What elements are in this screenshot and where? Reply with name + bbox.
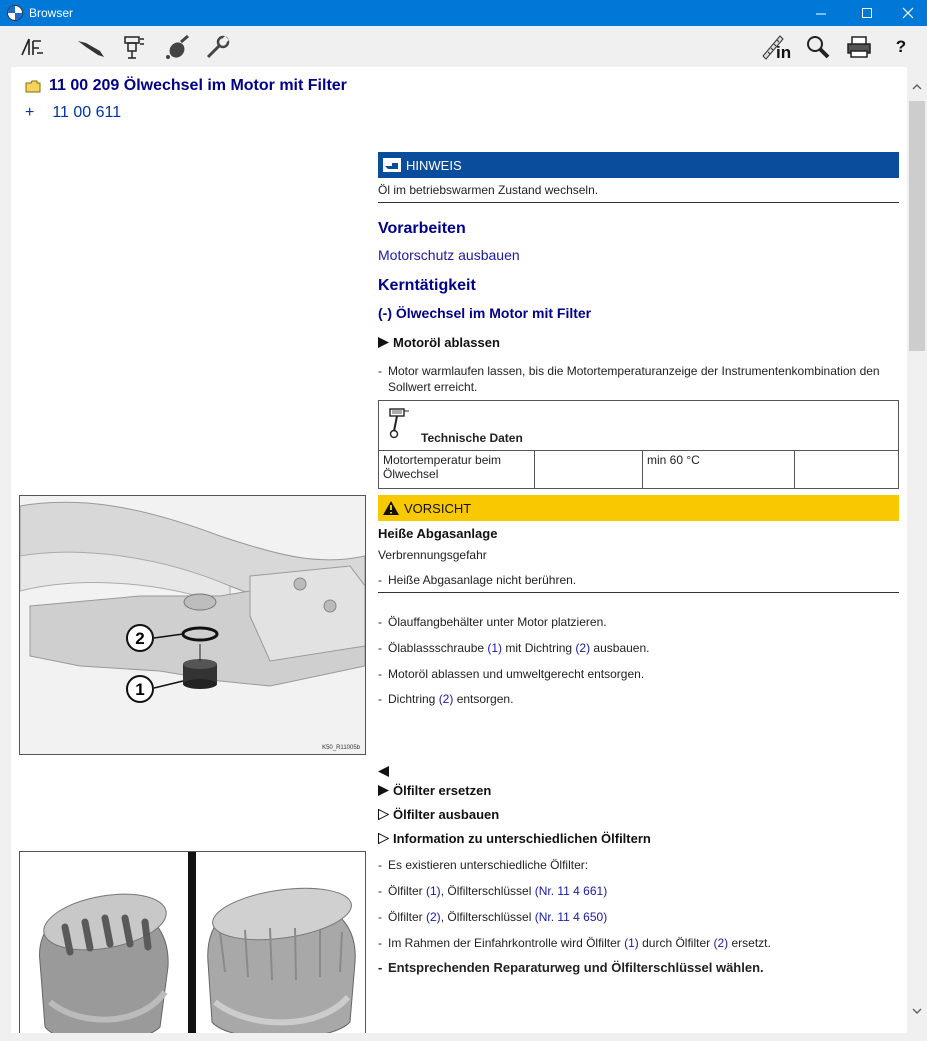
- bullet-text: Heiße Abgasanlage nicht berühren.: [388, 573, 577, 587]
- play-outline-icon: [378, 833, 389, 844]
- step-oelfilter-ausbauen[interactable]: [378, 807, 499, 822]
- close-button[interactable]: [888, 0, 927, 26]
- callout-1: 1: [135, 680, 145, 699]
- technical-data-title: Technische Daten: [421, 431, 523, 445]
- search-button[interactable]: [803, 32, 833, 62]
- tool-icon: [76, 35, 106, 59]
- page-title: 11 00 209 Ölwechsel im Motor mit Filter: [49, 77, 347, 94]
- unit-label: in: [776, 43, 792, 62]
- bullet-reparaturweg: - Entsprechenden Reparaturweg und Ölfilterschlüssel wählen.: [378, 960, 764, 975]
- related-ref-link[interactable]: 11 00 611: [52, 104, 122, 121]
- engine-icon: [120, 34, 146, 60]
- window-title: Browser: [29, 6, 74, 20]
- toolbar: [0, 26, 927, 66]
- oil-filters-illustration: [20, 852, 365, 1033]
- print-button[interactable]: [844, 32, 874, 62]
- minimize-button[interactable]: [798, 0, 844, 26]
- minimize-icon: [815, 7, 827, 19]
- bullet-text: Motor warmlaufen lassen, bis die Motortemperaturanzeige der Instrumentenkombination den Sollwert erreicht.: [388, 364, 880, 394]
- oil-can-button[interactable]: [162, 32, 192, 62]
- figure-drain-plug: [19, 495, 366, 755]
- scrollbar-thumb[interactable]: [909, 101, 925, 351]
- play-outline-icon: [378, 809, 389, 820]
- step-title: Ölfilter ausbauen: [393, 807, 500, 822]
- vorarbeiten-heading: Vorarbeiten: [378, 220, 466, 237]
- back-arrow-icon: [378, 766, 389, 777]
- print-icon: [845, 34, 873, 60]
- help-button[interactable]: ?: [895, 37, 907, 56]
- bullet-filter-1: - Ölfilter (1), Ölfilterschlüssel (Nr. 11 4 661): [378, 884, 608, 898]
- technical-data-table: [378, 400, 899, 489]
- divider: [378, 592, 899, 593]
- kerntaetigkeit-heading: Kerntätigkeit: [378, 277, 476, 294]
- step-oelfilter-ersetzen[interactable]: [378, 783, 491, 798]
- step-motoroel-ablassen[interactable]: [378, 335, 500, 350]
- close-icon: [902, 7, 914, 19]
- content-pane: [11, 67, 907, 1033]
- tech-row-value: min 60 °C: [643, 451, 795, 489]
- scroll-down-button[interactable]: [907, 1001, 927, 1021]
- folder-icon: [25, 80, 41, 93]
- step-title: Motoröl ablassen: [393, 335, 500, 350]
- chevron-down-icon: [912, 1008, 922, 1014]
- vorsicht-label: VORSICHT: [404, 500, 472, 516]
- maximize-icon: [861, 7, 873, 19]
- bullet-auffangbehaelter: - Ölauffangbehälter unter Motor platzieren.: [378, 615, 607, 629]
- tool-button[interactable]: [76, 32, 106, 62]
- motorschutz-link[interactable]: Motorschutz ausbauen: [378, 247, 520, 263]
- document-tree-button[interactable]: [17, 32, 47, 62]
- bullet-einfahrkontrolle: - Im Rahmen der Einfahrkontrolle wird Ölfilter (1) durch Ölfilter (2) ersetzt.: [378, 936, 771, 950]
- step-title: Ölfilter ersetzen: [393, 783, 492, 798]
- vorsicht-bar: [378, 495, 899, 521]
- step-title: Information zu unterschiedlichen Ölfiltern: [393, 831, 651, 846]
- piston-icon: [387, 407, 413, 441]
- vorsicht-subtitle: Verbrennungsgefahr: [378, 548, 487, 562]
- play-arrow-icon: [378, 337, 389, 348]
- divider: [378, 202, 899, 203]
- document-tree-icon: [19, 35, 45, 59]
- chevron-up-icon: [912, 84, 922, 90]
- scroll-up-button[interactable]: [907, 77, 927, 97]
- figure-oil-filters: [19, 851, 366, 1033]
- bullet-filter-intro: - Es existieren unterschiedliche Ölfilter:: [378, 858, 589, 872]
- wrench-icon: [204, 34, 232, 60]
- figure-caption: K50_R11005b: [322, 745, 360, 751]
- bullet-filter-2: - Ölfilter (2), Ölfilterschlüssel (Nr. 11 4 650): [378, 910, 608, 924]
- wrench-button[interactable]: [203, 32, 233, 62]
- drain-plug-illustration: [20, 496, 365, 754]
- hinweis-label: HINWEIS: [406, 157, 462, 173]
- play-arrow-icon: [378, 785, 389, 796]
- maximize-button[interactable]: [844, 0, 890, 26]
- bottom-edge: [0, 1033, 927, 1041]
- hinweis-text: Öl im betriebswarmen Zustand wechseln.: [378, 183, 599, 197]
- hinweis-bar: [378, 152, 899, 178]
- step-information-oelfilter[interactable]: [378, 831, 651, 846]
- related-ref-row[interactable]: [25, 104, 121, 122]
- bullet-abgasanlage: - Heiße Abgasanlage nicht berühren.: [378, 573, 577, 587]
- units-button[interactable]: [760, 32, 794, 62]
- bullet-motoroel-entsorgen: - Motoröl ablassen und umweltgerecht entsorgen.: [378, 667, 645, 681]
- search-icon: [805, 34, 831, 60]
- engine-button[interactable]: [118, 32, 148, 62]
- note-hand-icon: [382, 157, 402, 173]
- bullet-dichtring: - Dichtring (2) entsorgen.: [378, 692, 514, 706]
- bullet-warmlaufen: - Motor warmlaufen lassen, bis die Motortemperaturanzeige der Instrumentenkombination den Sollwert erreicht.: [378, 363, 899, 395]
- oil-can-icon: [163, 34, 191, 60]
- expand-marker[interactable]: +: [25, 104, 35, 121]
- vertical-scrollbar[interactable]: [907, 67, 927, 1033]
- title-bar: [0, 0, 927, 26]
- bullet-ablassschraube: - Ölablassschraube (1) mit Dichtring (2) ausbauen.: [378, 641, 650, 655]
- kerntaetigkeit-subheading: (-) Ölwechsel im Motor mit Filter: [378, 305, 592, 321]
- tech-row-label: Motortemperatur beim Ölwechsel: [379, 451, 535, 489]
- vorsicht-title: Heiße Abgasanlage: [378, 526, 498, 541]
- warning-triangle-icon: [382, 500, 400, 516]
- page-title-row: [25, 77, 347, 95]
- callout-2: 2: [135, 629, 145, 648]
- collapse-button[interactable]: [378, 764, 389, 782]
- app-logo-icon: [7, 5, 23, 21]
